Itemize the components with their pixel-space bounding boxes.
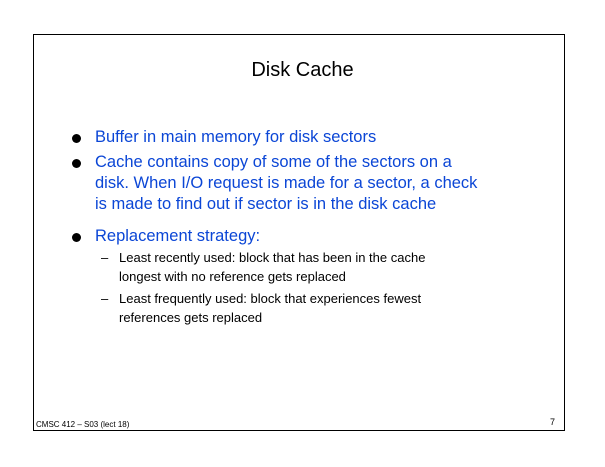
footer-course-label: CMSC 412 – S03 (lect 18)	[36, 420, 130, 429]
slide-title: Disk Cache	[251, 59, 354, 81]
bullet-item-2: Cache contains copy of some of the sectors on a disk. When I/O request is made for a sector, a check is made to find out if sector is in the disk cache	[95, 153, 478, 213]
bullet-item-1: Buffer in main memory for disk sectors	[95, 128, 377, 146]
page-number: 7	[549, 417, 555, 427]
bullet-dot-icon	[72, 134, 81, 143]
sub-bullet-item-1: Least recently used: block that has been in the cache longest with no reference gets replaced	[119, 250, 426, 284]
sub-bullet-item-2: Least frequently used: block that experiences fewest references gets replaced	[119, 291, 422, 325]
bullet-item-3: Replacement strategy:	[95, 227, 261, 245]
sub-bullet-dash: –	[101, 250, 109, 265]
sub-bullet-dash: –	[101, 291, 109, 306]
bullet-dot-icon	[72, 159, 81, 168]
bullet-dot-icon	[72, 233, 81, 242]
